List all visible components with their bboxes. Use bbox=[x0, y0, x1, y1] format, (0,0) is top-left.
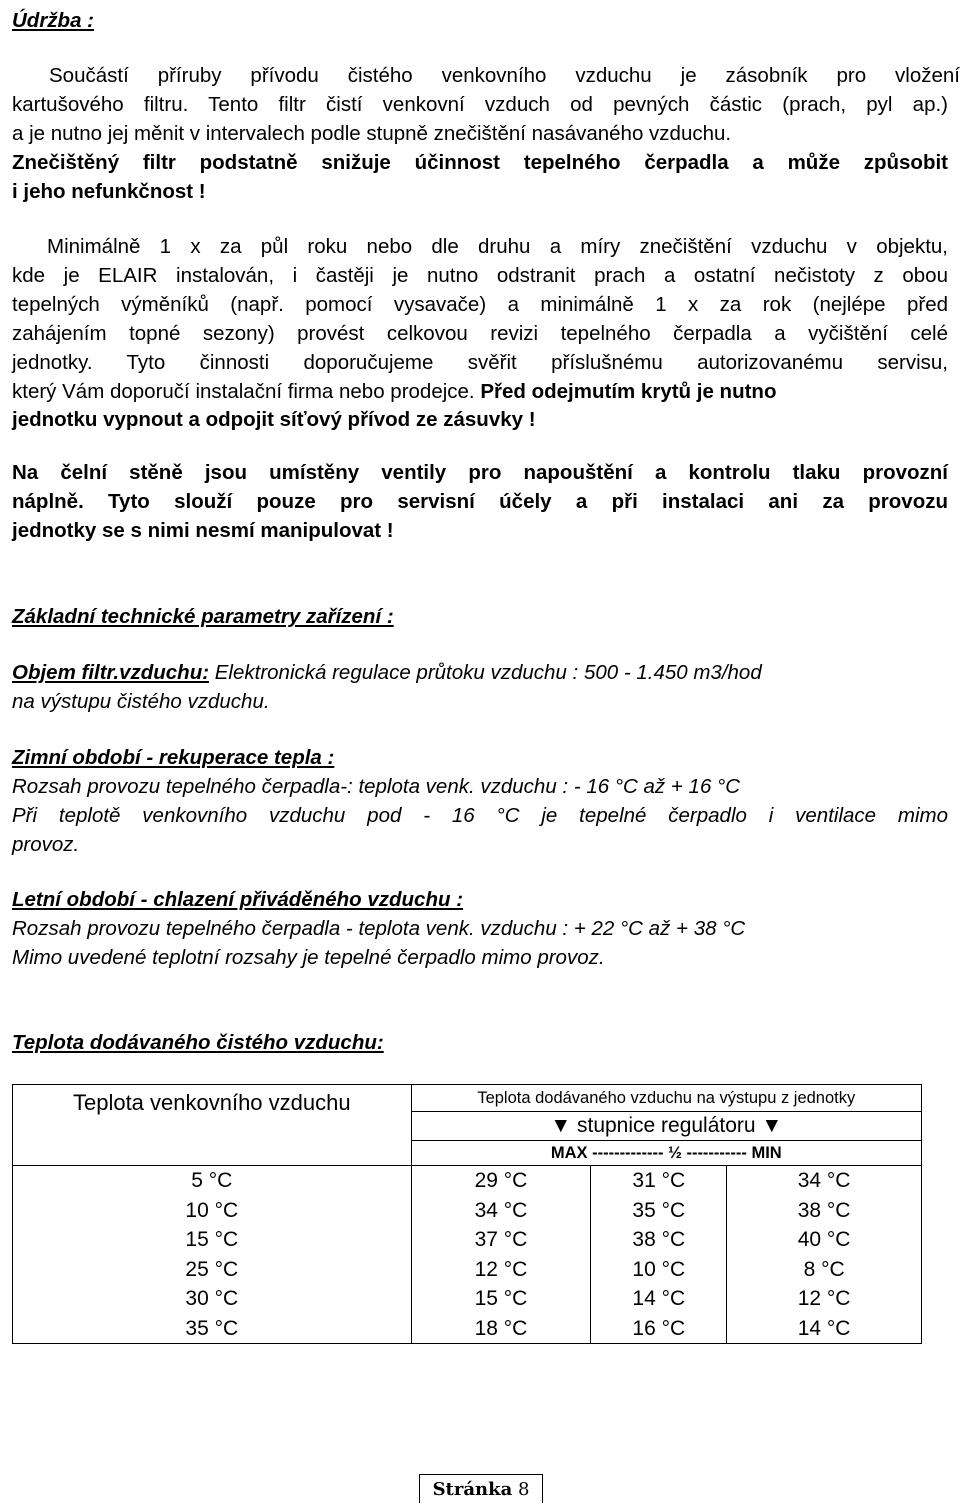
cell-min: 14 °C bbox=[727, 1314, 922, 1344]
footer-label: Stránka bbox=[432, 1479, 513, 1500]
cleaning-line-6-bold: Před odejmutím krytů je nutno bbox=[480, 380, 777, 403]
cell-max: 15 °C bbox=[411, 1284, 591, 1314]
cleaning-line-6-normal: který Vám doporučí instalační firma nebo prodejce. bbox=[12, 380, 475, 403]
col-range-header: MAX ------------- ½ ----------- MIN bbox=[411, 1141, 921, 1166]
params-heading: Základní technické parametry zařízení : bbox=[12, 605, 394, 628]
page-number: 8 bbox=[517, 1479, 530, 1500]
table-row bbox=[13, 1225, 922, 1255]
cleaning-line-7: jednotku vypnout a odpojit síťový přívod ze zásuvky ! bbox=[12, 408, 536, 431]
maintenance-heading: Údržba : bbox=[12, 9, 94, 32]
valves-line-2: náplně. Tyto slouží pouze pro servisní účely a při instalaci ani za provozu bbox=[12, 490, 948, 513]
summer-line-2: Mimo uvedené teplotní rozsahy je tepelné čerpadlo mimo provoz. bbox=[12, 946, 605, 969]
table-row bbox=[13, 1314, 922, 1344]
cell-half: 38 °C bbox=[591, 1225, 727, 1255]
col-outdoor-header: Teplota venkovního vzduchu bbox=[13, 1085, 412, 1166]
cell-half: 14 °C bbox=[591, 1284, 727, 1314]
table-row bbox=[13, 1196, 922, 1226]
cell-half: 31 °C bbox=[591, 1166, 727, 1196]
filter-line-2: kartušového filtru. Tento filtr čistí venkovní vzduch od pevných částic (prach, pyl ap.) bbox=[12, 93, 948, 116]
winter-line-2: Při teplotě venkovního vzduchu pod - 16 °C je tepelné čerpadlo i ventilace mimo bbox=[12, 804, 948, 827]
cleaning-line-2: kde je ELAIR instalován, i častěji je nutno odstranit prach a ostatní nečistoty z obou bbox=[12, 264, 948, 287]
cell-max: 12 °C bbox=[411, 1255, 591, 1285]
winter-line-3: provoz. bbox=[12, 833, 80, 856]
cleaning-line-3: tepelných výměníků (např. pomocí vysavače) a minimálně 1 x za rok (nejlépe před bbox=[12, 293, 948, 316]
cell-outdoor: 35 °C bbox=[13, 1314, 412, 1344]
cell-max: 18 °C bbox=[411, 1314, 591, 1344]
cell-outdoor: 30 °C bbox=[13, 1284, 412, 1314]
summer-line-1: Rozsah provozu tepelného čerpadla - teplota venk. vzduchu : + 22 °C až + 38 °C bbox=[12, 917, 746, 940]
col-supply-header: Teplota dodávaného vzduchu na výstupu z jednotky bbox=[411, 1085, 921, 1112]
filter-line-3: a je nutno jej měnit v intervalech podle stupně znečištění nasávaného vzduchu. bbox=[12, 122, 732, 145]
valves-line-3: jednotky se s nimi nesmí manipulovat ! bbox=[12, 519, 394, 542]
cell-min: 38 °C bbox=[727, 1196, 922, 1226]
cell-outdoor: 10 °C bbox=[13, 1196, 412, 1226]
table-body bbox=[13, 1166, 922, 1344]
filter-line-1: Součástí příruby přívodu čistého venkovního vzduchu je zásobník pro vložení bbox=[49, 64, 960, 87]
filter-warning-line-1: Znečištěný filtr podstatně snižuje účinnost tepelného čerpadla a může způsobit bbox=[12, 151, 948, 174]
volume-value: Elektronická regulace průtoku vzduchu : 500 - 1.450 m3/hod bbox=[209, 661, 762, 684]
cell-min: 8 °C bbox=[727, 1255, 922, 1285]
volume-line-1 bbox=[12, 658, 762, 687]
volume-line-2: na výstupu čistého vzduchu. bbox=[12, 690, 270, 713]
cell-max: 29 °C bbox=[411, 1166, 591, 1196]
cell-max: 37 °C bbox=[411, 1225, 591, 1255]
winter-heading: Zimní období - rekuperace tepla : bbox=[12, 746, 335, 769]
cleaning-line-4: zahájením topné sezony) provést celkovou revizi tepelného čerpadla a vyčištění celé bbox=[12, 322, 948, 345]
cell-outdoor: 5 °C bbox=[13, 1166, 412, 1196]
filter-warning-line-2: i jeho nefunkčnost ! bbox=[12, 180, 206, 203]
volume-label: Objem filtr.vzduchu: bbox=[12, 661, 210, 684]
cell-half: 16 °C bbox=[591, 1314, 727, 1344]
table-row bbox=[13, 1255, 922, 1285]
page-footer bbox=[419, 1474, 543, 1503]
valves-line-1: Na čelní stěně jsou umístěny ventily pro napouštění a kontrolu tlaku provozní bbox=[12, 461, 948, 484]
cell-outdoor: 25 °C bbox=[13, 1255, 412, 1285]
cell-half: 10 °C bbox=[591, 1255, 727, 1285]
cell-outdoor: 15 °C bbox=[13, 1225, 412, 1255]
cell-max: 34 °C bbox=[411, 1196, 591, 1226]
cleaning-line-1: Minimálně 1 x za půl roku nebo dle druhu a míry znečištění vzduchu v objektu, bbox=[47, 235, 948, 258]
summer-heading: Letní období - chlazení přiváděného vzduchu : bbox=[12, 888, 464, 911]
cell-half: 35 °C bbox=[591, 1196, 727, 1226]
cell-min: 12 °C bbox=[727, 1284, 922, 1314]
cleaning-line-5: jednotky. Tyto činnosti doporučujeme svěřit příslušnému autorizovanému servisu, bbox=[12, 351, 948, 374]
col-stages-header: ▼ stupnice regulátoru ▼ bbox=[411, 1112, 921, 1141]
cell-min: 40 °C bbox=[727, 1225, 922, 1255]
cleaning-line-6 bbox=[12, 377, 776, 406]
table-row bbox=[13, 1284, 922, 1314]
cell-min: 34 °C bbox=[727, 1166, 922, 1196]
supply-heading: Teplota dodávaného čistého vzduchu: bbox=[12, 1031, 384, 1054]
table-row bbox=[13, 1166, 922, 1196]
winter-line-1: Rozsah provozu tepelného čerpadla-: teplota venk. vzduchu : - 16 °C až + 16 °C bbox=[12, 775, 741, 798]
supply-temperature-table bbox=[12, 1084, 922, 1344]
